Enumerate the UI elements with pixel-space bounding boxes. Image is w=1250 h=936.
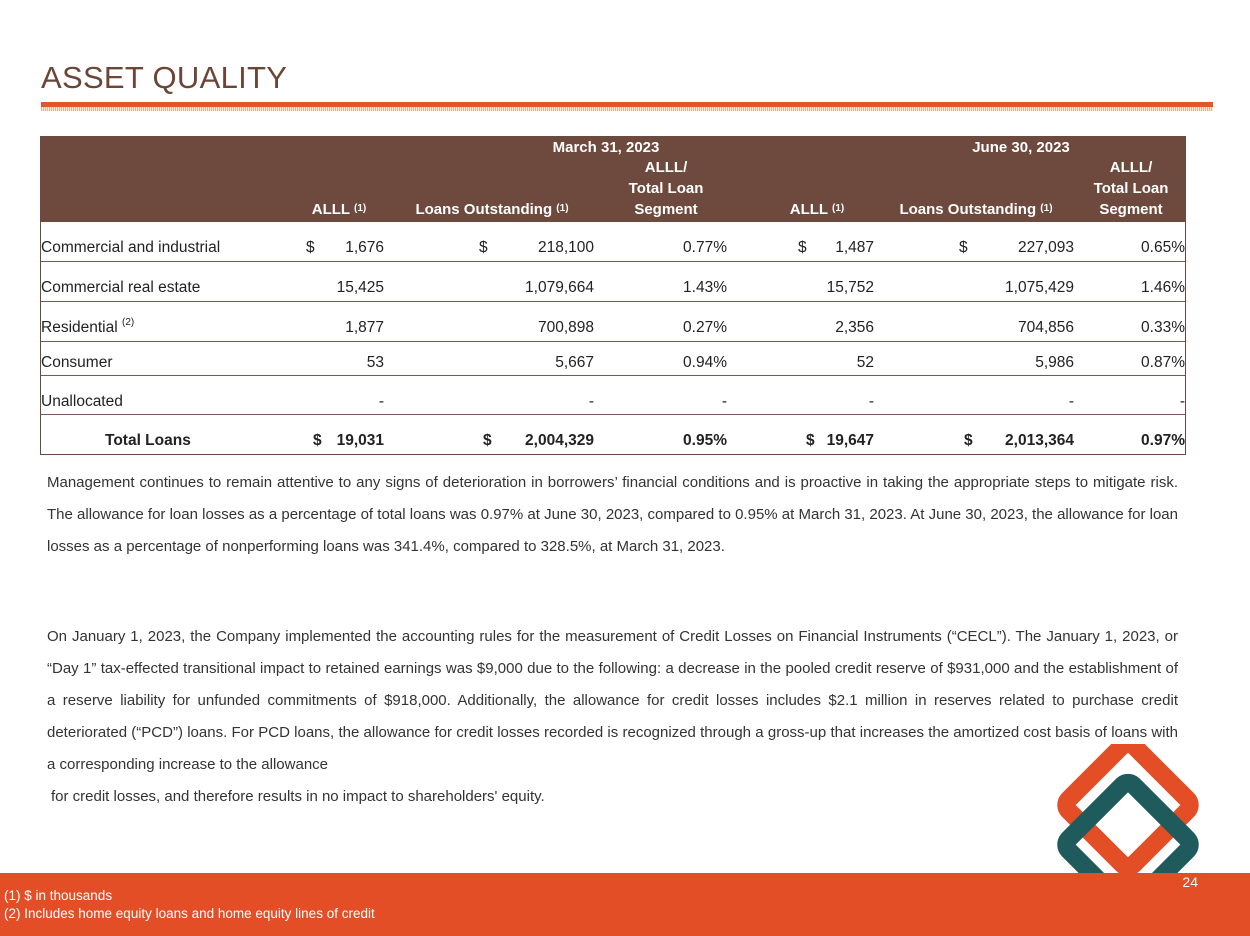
loans-june: 5,986: [1035, 354, 1074, 371]
table-row-total: [41, 414, 1185, 454]
asset-quality-table: [40, 136, 1186, 455]
alll-march: 19,031: [336, 432, 384, 449]
ratio-june: -: [1179, 393, 1185, 410]
alll-march: 53: [366, 354, 384, 371]
alll-june: 1,487: [835, 239, 874, 256]
table-row: [41, 261, 1185, 301]
col-header-loans-march: Loans Outstanding $^{(1)}$: [415, 201, 569, 218]
row-label: Total Loans: [105, 432, 191, 449]
loans-march: -: [588, 393, 594, 410]
alll-june: 52: [856, 354, 874, 371]
alll-march: 1,676: [345, 239, 384, 256]
loans-march: 1,079,664: [525, 279, 594, 296]
alll-march: -: [378, 393, 384, 410]
ratio-march: 0.95%: [683, 432, 727, 449]
table-row: [41, 341, 1185, 375]
group-header-june: June 30, 2023: [972, 139, 1070, 156]
footnote-2: (2) Includes home equity loans and home equity lines of credit: [4, 906, 375, 921]
currency-symbol: $: [306, 239, 315, 256]
table-row: [41, 301, 1185, 341]
currency-symbol: $: [483, 432, 492, 449]
col-header-alll-june: ALLL $^{(1)}$: [789, 201, 845, 218]
ratio-march: 0.77%: [683, 239, 727, 256]
currency-symbol: $: [479, 239, 488, 256]
col-header-ratio-march: ALLL/ Total Loan Segment: [628, 159, 704, 218]
table-header: [41, 137, 1185, 222]
loans-june: 227,093: [1017, 239, 1074, 256]
alll-june: 2,356: [835, 319, 874, 336]
col-header-alll-march: ALLL $^{(1)}$: [311, 201, 367, 218]
currency-symbol: $: [959, 239, 968, 256]
commentary-paragraph: Management continues to remain attentive to any signs of deterioration in borrowers’ financial conditions and is proactive in taking the appropriate steps to mitigate risk. The allowance for loan losses as a percentage of total loans was 0.97% at June 30, 2023, compared to 0.95% at March 31, 2023. At June 30, 2023, the allowance for loan losses as a percentage of nonperforming loans was 341.4%, compared to 328.5%, at March 31, 2023.: [47, 474, 1178, 555]
alll-june: -: [868, 393, 874, 410]
alll-march: 1,877: [345, 319, 384, 336]
ratio-june: 0.33%: [1141, 319, 1185, 336]
cecl-paragraph-continued: for credit losses, and therefore results in no impact to shareholders' equity.: [51, 788, 545, 805]
col-header-loans-june: Loans Outstanding $^{(1)}$: [899, 201, 1053, 218]
currency-symbol: $: [806, 432, 815, 449]
loans-march: 5,667: [555, 354, 594, 371]
loans-march: 700,898: [537, 319, 594, 336]
alll-march: 15,425: [336, 279, 384, 296]
row-label: Consumer: [41, 354, 113, 371]
row-label: Commercial and industrial: [41, 239, 221, 256]
alll-june: 19,647: [826, 432, 874, 449]
ratio-march: -: [721, 393, 727, 410]
loans-march: 218,100: [537, 239, 594, 256]
loans-march: 2,004,329: [525, 432, 594, 449]
currency-symbol: $: [313, 432, 322, 449]
loans-june: 1,075,429: [1005, 279, 1074, 296]
page-title: ASSET QUALITY: [41, 60, 288, 95]
loans-june: 704,856: [1017, 319, 1074, 336]
ratio-june: 0.97%: [1141, 432, 1185, 449]
title-underline-texture: [41, 107, 1213, 111]
col-header-ratio-june: ALLL/ Total Loan Segment: [1093, 159, 1169, 218]
group-header-march: March 31, 2023: [552, 139, 660, 156]
footer-band: [0, 873, 1250, 936]
currency-symbol: $: [798, 239, 807, 256]
table-row: [41, 222, 1185, 261]
row-label: Residential $^{(2)}$: [41, 317, 135, 336]
ratio-june: 0.65%: [1141, 239, 1185, 256]
loans-june: -: [1068, 393, 1074, 410]
ratio-june: 0.87%: [1141, 354, 1185, 371]
footnote-1: (1) $ in thousands: [4, 888, 113, 903]
ratio-march: 1.43%: [683, 279, 727, 296]
cecl-paragraph: On January 1, 2023, the Company implemented the accounting rules for the measurement of Credit Losses on Financial Instruments (“CECL”). The January 1, 2023, or “Day 1” tax-effected transitional impact to retained earnings was $9,000 due to the following: a decrease in the pooled credit reserve of $931,000 and the establishment of a reserve liability for unfunded commitments of $918,000. Additionally, the allowance for credit losses includes $2.1 million in reserves related to purchase credit deteriorated (“PCD”) loans. For PCD loans, the allowance for credit losses recorded is recognized through a gross-up that increases the amortized cost basis of loans with a corresponding increase to the allowance: [47, 628, 1178, 773]
row-label: Commercial real estate: [41, 279, 201, 296]
table-body: [41, 222, 1185, 454]
page-number: 24: [1182, 874, 1198, 890]
row-label: Unallocated: [41, 393, 123, 410]
loans-june: 2,013,364: [1005, 432, 1074, 449]
alll-june: 15,752: [826, 279, 874, 296]
ratio-march: 0.27%: [683, 319, 727, 336]
ratio-march: 0.94%: [683, 354, 727, 371]
ratio-june: 1.46%: [1141, 279, 1185, 296]
currency-symbol: $: [964, 432, 973, 449]
footnote-marker: (2): [122, 317, 135, 328]
table-row: [41, 375, 1185, 414]
